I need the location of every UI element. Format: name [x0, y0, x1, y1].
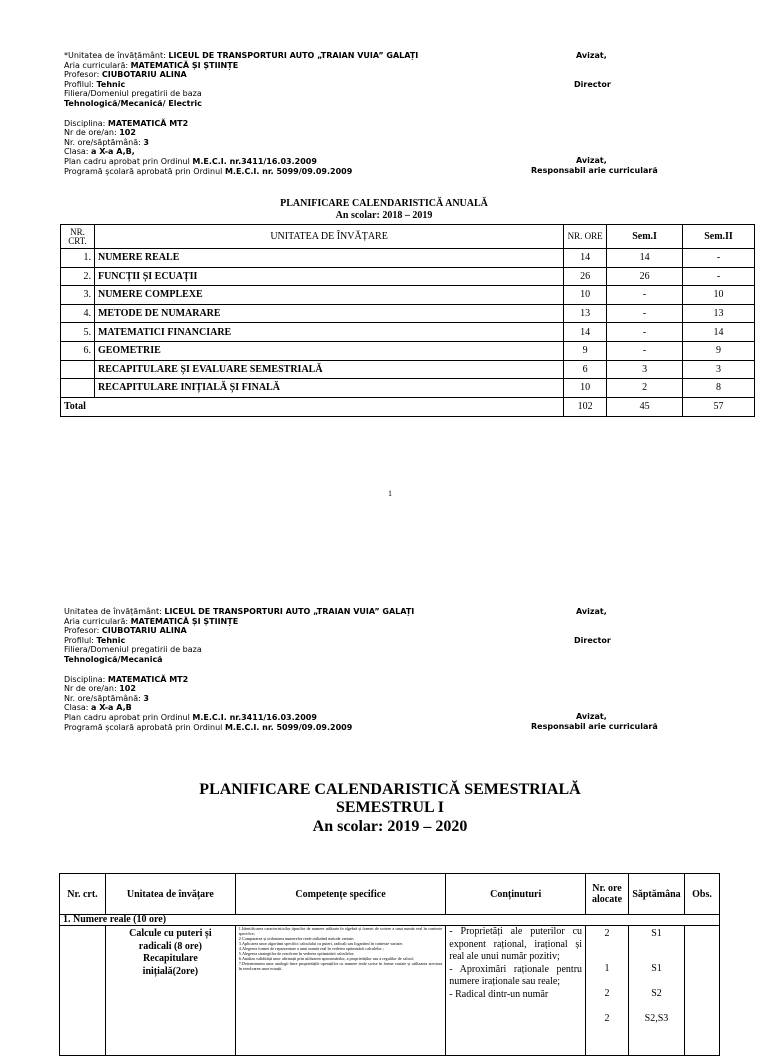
hours-value: 1 — [604, 963, 610, 974]
week-value: S1 — [651, 963, 662, 974]
annual-row — [61, 323, 755, 342]
header-label: Nr de ore/an: — [64, 684, 117, 694]
row-sem1: 2 — [607, 379, 683, 398]
col-header: Unitatea de învățare — [105, 874, 235, 915]
row-nr — [60, 926, 106, 1056]
avizat-label: Avizat, — [576, 156, 607, 165]
header-label: Plan cadru aprobat prin Ordinul — [64, 712, 190, 722]
total-s2: 57 — [683, 397, 755, 416]
content-item: - Proprietăți ale puterilor cu exponent rațional, irațional și real ale unui număr pozitiv; — [449, 926, 583, 962]
curricular-area: MATEMATICĂ ȘI ȘTIINȚE — [130, 616, 239, 626]
header-label: Nr de ore/an: — [64, 128, 117, 138]
content-cell — [446, 926, 586, 1056]
profile: Tehnic — [96, 635, 126, 645]
hours-value: 2 — [604, 928, 610, 939]
header-label: Clasa: — [64, 703, 89, 713]
header-label: Programă școlară aprobată prin Ordinul — [64, 166, 223, 176]
col-header: Săptămâna — [629, 874, 685, 915]
school-name: LICEUL DE TRANSPORTURI AUTO „TRAIAN VUIA” GALAȚI — [164, 607, 415, 616]
plan-order: M.E.C.I. nr.3411/16.03.2009 — [192, 712, 317, 722]
program-order: M.E.C.I. nr. 5099/09.09.2009 — [224, 166, 353, 176]
discipline: MATEMATICĂ MT2 — [107, 118, 189, 128]
class: a X-a A,B — [91, 703, 132, 713]
row-number: 1. — [61, 249, 95, 268]
annual-row — [61, 267, 755, 286]
col-header: Nr. ore alocate — [586, 874, 629, 915]
semester-table — [59, 873, 720, 1056]
header-label: Nr. ore/săptămână: — [64, 137, 141, 147]
content-item: - Aproximări raționale pentru numere iraționale sau reale; — [449, 963, 583, 987]
responsabil-label: Responsabil arie curriculară — [531, 166, 658, 175]
domain: Tehnologică/Mecanică/ Electric — [64, 98, 202, 108]
responsabil-label: Responsabil arie curriculară — [531, 722, 658, 731]
competence-item: 3.Aplicarea unor algoritmi specifici calculului cu puteri, radicali sau logaritmi în contexte variate; — [238, 941, 403, 946]
col-header: UNITATEA DE ÎNVĂȚARE — [94, 225, 563, 249]
row-hours: 14 — [564, 249, 607, 268]
row-sem2: 8 — [683, 379, 755, 398]
hours-value: 2 — [604, 1013, 610, 1024]
header-label: Aria curriculară: — [64, 616, 129, 626]
domain: Tehnologică/Mecanică — [64, 654, 163, 664]
row-sem1: - — [607, 286, 683, 305]
row-sem1: - — [607, 323, 683, 342]
header-label: Clasa: — [64, 147, 89, 157]
unit-name: METODE DE NUMARARE — [94, 304, 563, 323]
content-item: - Radical dintr-un număr — [449, 988, 549, 1000]
hours-week: 3 — [143, 693, 149, 703]
row-sem1: - — [607, 341, 683, 360]
col-header: Nr. crt. — [60, 874, 106, 915]
avizat-label: Avizat, — [576, 51, 607, 60]
competence-item: 5.Alegerea strategiilor de rezolvare în vederea optimizării calculelor; — [238, 951, 355, 956]
competence-item: 2.Compararea și ordonarea numerelor reale utilizând metode variate; — [238, 936, 355, 941]
row-hours: 14 — [564, 323, 607, 342]
header-block-2 — [64, 607, 414, 732]
annual-table — [60, 224, 755, 417]
header-label: *Unitatea de învățământ: — [64, 51, 166, 60]
header-line: Filiera/Domeniul pregatirii de baza — [64, 89, 202, 99]
unit-name: RECAPITULARE INIȚIALĂ ȘI FINALĂ — [94, 379, 563, 398]
annual-row — [61, 249, 755, 268]
col-header: NR. CRT. — [61, 225, 95, 249]
competences-cell — [235, 926, 446, 1056]
semester-title: PLANIFICARE CALENDARISTICĂ SEMESTRIALĂ — [199, 781, 581, 798]
week-cell — [629, 926, 685, 1056]
header-label: Profilul: — [64, 79, 94, 89]
row-sem2: 9 — [683, 341, 755, 360]
teacher-name: CIUBOTARIU ALINA — [101, 70, 187, 80]
obs-cell — [684, 926, 719, 1056]
row-number: 4. — [61, 304, 95, 323]
annual-row — [61, 341, 755, 360]
col-header: Sem.I — [607, 225, 683, 249]
total-label: Total — [61, 397, 564, 416]
col-header: NR. ORE — [564, 225, 607, 249]
row-sem1: - — [607, 304, 683, 323]
header-line: Filiera/Domeniul pregatirii de baza — [64, 645, 202, 655]
total-ore: 102 — [564, 397, 607, 416]
row-number: 6. — [61, 341, 95, 360]
col-header: Sem.II — [683, 225, 755, 249]
header-label: Profilul: — [64, 635, 94, 645]
row-sem1: 26 — [607, 267, 683, 286]
row-hours: 26 — [564, 267, 607, 286]
class: a X-a A,B, — [91, 147, 135, 157]
row-hours: 13 — [564, 304, 607, 323]
header-label: Nr. ore/săptămână: — [64, 693, 141, 703]
hours-week: 3 — [143, 137, 149, 147]
competence-item: 4.Alegerea formei de reprezentare a unui număr real în vederea optimizării calculelor ; — [238, 946, 385, 951]
col-header: Competențe specifice — [235, 874, 446, 915]
program-order: M.E.C.I. nr. 5099/09.09.2009 — [224, 722, 353, 732]
week-value: S2 — [651, 988, 662, 999]
competence-item: 7.Determinarea unor analogii între proprietățile operațiilor cu numere reale scrise în forme variate și utilizarea acestora în rezolvarea unor ecuații. — [238, 961, 443, 971]
row-number — [61, 360, 95, 379]
discipline: MATEMATICĂ MT2 — [107, 674, 189, 684]
annual-year: An scolar: 2018 – 2019 — [335, 210, 433, 221]
total-s1: 45 — [607, 397, 683, 416]
row-sem2: 13 — [683, 304, 755, 323]
header-label: Disciplina: — [64, 674, 106, 684]
hours-cell — [586, 926, 629, 1056]
unit-cell: Calcule cu puteri și radicali (8 ore) Recapitulare inițială(2ore) — [105, 926, 235, 1056]
semester-year: An scolar: 2019 – 2020 — [312, 818, 468, 835]
row-number: 5. — [61, 323, 95, 342]
hours-year: 102 — [119, 684, 136, 694]
annual-title: PLANIFICARE CALENDARISTICĂ ANUALĂ — [280, 198, 488, 209]
unit-name: FUNCȚII ȘI ECUAȚII — [94, 267, 563, 286]
header-label: Programă școlară aprobată prin Ordinul — [64, 722, 223, 732]
row-sem2: - — [683, 267, 755, 286]
row-sem2: 10 — [683, 286, 755, 305]
row-sem2: 3 — [683, 360, 755, 379]
header-label: Profesor: — [64, 70, 100, 80]
header-block-1 — [64, 51, 418, 176]
unit-name: RECAPITULARE ȘI EVALUARE SEMESTRIALĂ — [94, 360, 563, 379]
header-label: Unitatea de învățământ: — [64, 607, 162, 616]
avizat-label: Avizat, — [576, 607, 607, 616]
annual-row — [61, 360, 755, 379]
annual-row — [61, 304, 755, 323]
director-label: Director — [574, 636, 611, 645]
row-number: 2. — [61, 267, 95, 286]
school-name: LICEUL DE TRANSPORTURI AUTO „TRAIAN VUIA” GALAȚI — [168, 51, 419, 60]
col-header: Conținuturi — [446, 874, 586, 915]
hours-value: 2 — [604, 988, 610, 999]
header-label: Plan cadru aprobat prin Ordinul — [64, 156, 190, 166]
competence-item: 1.Identificarea caracteristicilor tipurilor de numere utilizate în algebră și formei de scriere a unui număr real în contexte specifice; — [238, 926, 443, 936]
unit-name: GEOMETRIE — [94, 341, 563, 360]
row-number: 3. — [61, 286, 95, 305]
profile: Tehnic — [96, 79, 126, 89]
row-number — [61, 379, 95, 398]
row-hours: 9 — [564, 341, 607, 360]
week-value: S1 — [651, 928, 662, 939]
semester-subtitle: SEMESTRUL I — [335, 799, 445, 816]
avizat-label: Avizat, — [576, 712, 607, 721]
annual-row — [61, 286, 755, 305]
teacher-name: CIUBOTARIU ALINA — [101, 626, 187, 636]
competence-item: 6.Analiza validității unor afirmații prin utilizarea aproximărilor, a proprietăților sau a regulilor de calcul; — [238, 956, 414, 961]
row-hours: 6 — [564, 360, 607, 379]
row-sem2: 14 — [683, 323, 755, 342]
col-header: Obs. — [684, 874, 719, 915]
unit-name: NUMERE REALE — [94, 249, 563, 268]
week-value: S2,S3 — [644, 1013, 669, 1024]
row-sem2: - — [683, 249, 755, 268]
curricular-area: MATEMATICĂ ȘI ȘTIINȚE — [130, 60, 239, 70]
hours-year: 102 — [119, 128, 136, 138]
unit-name: NUMERE COMPLEXE — [94, 286, 563, 305]
header-label: Disciplina: — [64, 118, 106, 128]
page-number: 1 — [388, 489, 392, 498]
row-sem1: 3 — [607, 360, 683, 379]
header-label: Aria curriculară: — [64, 60, 129, 70]
row-hours: 10 — [564, 379, 607, 398]
plan-order: M.E.C.I. nr.3411/16.03.2009 — [192, 156, 317, 166]
row-sem1: 14 — [607, 249, 683, 268]
section-title: 1. Numere reale (10 ore) — [60, 915, 720, 926]
header-label: Profesor: — [64, 626, 100, 636]
row-hours: 10 — [564, 286, 607, 305]
unit-name: MATEMATICI FINANCIARE — [94, 323, 563, 342]
annual-row — [61, 379, 755, 398]
director-label: Director — [574, 80, 611, 89]
